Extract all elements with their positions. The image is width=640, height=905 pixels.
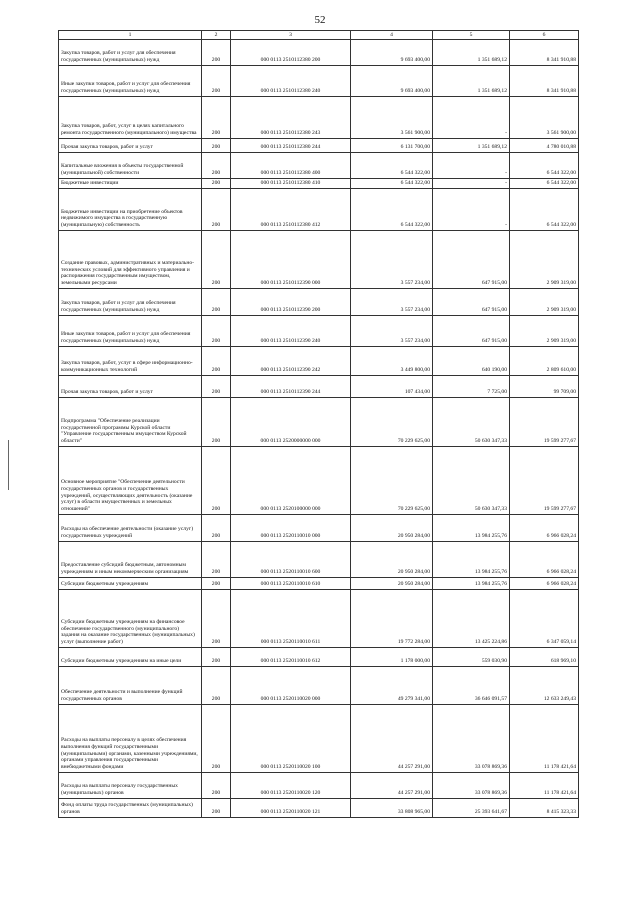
row-remaining-cell: 6 544 322,00	[510, 153, 579, 179]
row-executed-cell: 1 351 689,12	[433, 139, 510, 153]
row-code-cell: 200	[202, 799, 231, 818]
row-remaining-cell: 4 780 010,88	[510, 139, 579, 153]
row-kbk-cell: 000 0113 2520110020 000	[231, 667, 351, 705]
row-kbk-cell: 000 0113 2520100000 000	[231, 447, 351, 515]
row-executed-cell: -	[433, 153, 510, 179]
row-kbk-cell: 000 0113 2510112380 243	[231, 97, 351, 139]
row-name-cell: Закупка товаров, работ, услуг в целях капитального ремонта государственного (муниципального) имущества	[59, 97, 202, 139]
table-row	[59, 376, 579, 398]
row-kbk-cell: 000 0113 2520110020 120	[231, 773, 351, 799]
table-row	[59, 40, 579, 66]
margin-rule	[8, 440, 9, 490]
row-remaining-cell: 11 178 421,64	[510, 705, 579, 773]
row-name-cell: Расходы на выплаты персоналу государственных (муниципальных) органов	[59, 773, 202, 799]
row-name-cell: Бюджетные инвестиции	[59, 179, 202, 189]
table-row	[59, 179, 579, 189]
row-name-cell: Бюджетные инвестиции на приобретение объектов недвижимого имущества в государственную (муниципальную) собственность	[59, 189, 202, 231]
row-kbk-cell: 000 0113 2510112380 244	[231, 139, 351, 153]
column-header: 3	[231, 31, 351, 40]
row-approved-cell: 107 434,00	[351, 376, 433, 398]
row-kbk-cell: 000 0113 2510112380 400	[231, 153, 351, 179]
row-remaining-cell: 618 969,10	[510, 648, 579, 667]
row-code-cell: 200	[202, 398, 231, 447]
row-executed-cell: -	[433, 189, 510, 231]
row-executed-cell: 559 030,90	[433, 648, 510, 667]
row-kbk-cell: 000 0113 2520110010 610	[231, 578, 351, 590]
row-remaining-cell: 6 966 028,24	[510, 578, 579, 590]
row-remaining-cell: 6 544 322,00	[510, 189, 579, 231]
row-name-cell: Подпрограмма "Обеспечение реализации государственной программы Курской области "Управление государственным имуществом Курской области"	[59, 398, 202, 447]
row-name-cell: Закупка товаров, работ и услуг для обеспечения государственных (муниципальных) нужд	[59, 289, 202, 316]
row-remaining-cell: 2 909 319,00	[510, 231, 579, 289]
row-code-cell: 200	[202, 542, 231, 578]
row-approved-cell: 6 544 322,00	[351, 179, 433, 189]
row-kbk-cell: 000 0113 2520110020 100	[231, 705, 351, 773]
row-approved-cell: 20 950 284,00	[351, 515, 433, 542]
row-executed-cell: 1 351 689,12	[433, 40, 510, 66]
row-executed-cell: 647 915,00	[433, 289, 510, 316]
row-name-cell: Фонд оплаты труда государственных (муниципальных) органов	[59, 799, 202, 818]
table-row	[59, 578, 579, 590]
row-executed-cell: 36 646 091,57	[433, 667, 510, 705]
row-kbk-cell: 000 0113 2510112380 410	[231, 179, 351, 189]
row-approved-cell: 70 229 625,00	[351, 398, 433, 447]
row-executed-cell: 33 078 869,36	[433, 705, 510, 773]
row-executed-cell: 640 190,00	[433, 347, 510, 376]
row-kbk-cell: 000 0113 2510112390 240	[231, 316, 351, 347]
table-row	[59, 773, 579, 799]
column-header: 5	[433, 31, 510, 40]
row-approved-cell: 20 950 284,00	[351, 578, 433, 590]
table-row	[59, 97, 579, 139]
row-code-cell: 200	[202, 515, 231, 542]
row-code-cell: 200	[202, 578, 231, 590]
row-remaining-cell: 8 341 910,88	[510, 40, 579, 66]
row-kbk-cell: 000 0113 2520110010 612	[231, 648, 351, 667]
row-kbk-cell: 000 0113 2510112390 000	[231, 231, 351, 289]
row-executed-cell: 25 393 641,67	[433, 799, 510, 818]
row-kbk-cell: 000 0113 2520110010 611	[231, 590, 351, 648]
row-executed-cell: 13 984 255,76	[433, 578, 510, 590]
row-remaining-cell: 8 341 910,88	[510, 66, 579, 97]
row-approved-cell: 9 693 400,00	[351, 40, 433, 66]
row-name-cell: Субсидии бюджетным учреждениям на финансовое обеспечение государственного (муниципального) задания на оказание государственных (муниципальных) услуг (выполнение работ)	[59, 590, 202, 648]
table-row	[59, 667, 579, 705]
row-remaining-cell: 3 561 900,00	[510, 97, 579, 139]
row-name-cell: Обеспечение деятельности и выполнение функций государственных органов	[59, 667, 202, 705]
row-kbk-cell: 000 0113 2510112390 242	[231, 347, 351, 376]
row-remaining-cell: 6 544 322,00	[510, 179, 579, 189]
row-executed-cell: 647 915,00	[433, 316, 510, 347]
row-code-cell: 200	[202, 316, 231, 347]
row-executed-cell: 647 915,00	[433, 231, 510, 289]
row-approved-cell: 20 950 284,00	[351, 542, 433, 578]
row-code-cell: 200	[202, 153, 231, 179]
row-kbk-cell: 000 0113 2510112380 412	[231, 189, 351, 231]
row-remaining-cell: 19 599 277,67	[510, 398, 579, 447]
row-code-cell: 200	[202, 97, 231, 139]
row-executed-cell: 7 725,00	[433, 376, 510, 398]
row-name-cell: Создание правовых, административных и материально-технических условий для эффективного управления и распоряжения государственным имуществом, земельными ресурсами	[59, 231, 202, 289]
row-name-cell: Закупка товаров, работ и услуг для обеспечения государственных (муниципальных) нужд	[59, 40, 202, 66]
row-remaining-cell: 11 178 421,64	[510, 773, 579, 799]
table-row	[59, 139, 579, 153]
row-approved-cell: 1 178 000,00	[351, 648, 433, 667]
row-approved-cell: 3 561 900,00	[351, 97, 433, 139]
row-code-cell: 200	[202, 179, 231, 189]
row-approved-cell: 3 557 234,00	[351, 289, 433, 316]
column-header: 6	[510, 31, 579, 40]
row-executed-cell: 1 351 689,12	[433, 66, 510, 97]
row-kbk-cell: 000 0113 2510112380 240	[231, 66, 351, 97]
row-remaining-cell: 19 599 277,67	[510, 447, 579, 515]
row-code-cell: 200	[202, 667, 231, 705]
table-row	[59, 799, 579, 818]
row-code-cell: 200	[202, 40, 231, 66]
row-remaining-cell: 2 909 319,00	[510, 289, 579, 316]
row-name-cell: Иные закупки товаров, работ и услуг для обеспечения государственных (муниципальных) нужд	[59, 66, 202, 97]
row-name-cell: Капитальные вложения в объекты государственной (муниципальной) собственности	[59, 153, 202, 179]
row-executed-cell: 50 630 347,33	[433, 447, 510, 515]
table-row	[59, 289, 579, 316]
column-header: 1	[59, 31, 202, 40]
row-approved-cell: 6 131 700,00	[351, 139, 433, 153]
row-code-cell: 200	[202, 648, 231, 667]
row-name-cell: Прочая закупка товаров, работ и услуг	[59, 376, 202, 398]
table-row	[59, 515, 579, 542]
row-approved-cell: 33 808 965,00	[351, 799, 433, 818]
table-row	[59, 231, 579, 289]
row-code-cell: 200	[202, 231, 231, 289]
row-approved-cell: 19 772 284,00	[351, 590, 433, 648]
budget-table	[58, 30, 579, 818]
row-name-cell: Основное мероприятие "Обеспечение деятельности государственных органов и государственных учреждений, осуществляющих деятельность (оказание услуг) в области имущественных и земельных отношений"	[59, 447, 202, 515]
row-kbk-cell: 000 0113 2520110020 121	[231, 799, 351, 818]
table-row	[59, 347, 579, 376]
header-row	[59, 31, 579, 40]
row-remaining-cell: 6 966 028,24	[510, 515, 579, 542]
row-kbk-cell: 000 0113 2510112390 200	[231, 289, 351, 316]
page-number: 52	[314, 14, 326, 26]
table-row	[59, 590, 579, 648]
row-executed-cell: 13 984 255,76	[433, 515, 510, 542]
row-remaining-cell: 8 415 323,33	[510, 799, 579, 818]
table-row	[59, 398, 579, 447]
column-header: 2	[202, 31, 231, 40]
row-approved-cell: 6 544 322,00	[351, 189, 433, 231]
row-kbk-cell: 000 0113 2510112380 200	[231, 40, 351, 66]
row-remaining-cell: 6 347 059,14	[510, 590, 579, 648]
row-kbk-cell: 000 0113 2520110010 600	[231, 542, 351, 578]
row-name-cell: Прочая закупка товаров, работ и услуг	[59, 139, 202, 153]
table-row	[59, 447, 579, 515]
row-executed-cell: 13 425 224,86	[433, 590, 510, 648]
row-executed-cell: -	[433, 179, 510, 189]
row-kbk-cell: 000 0113 2510112390 244	[231, 376, 351, 398]
row-code-cell: 200	[202, 189, 231, 231]
table-row	[59, 189, 579, 231]
row-code-cell: 200	[202, 447, 231, 515]
row-remaining-cell: 99 709,00	[510, 376, 579, 398]
row-approved-cell: 49 279 341,00	[351, 667, 433, 705]
row-name-cell: Закупка товаров, работ, услуг в сфере информационно-коммуникационных технологий	[59, 347, 202, 376]
table-row	[59, 153, 579, 179]
row-approved-cell: 44 257 291,00	[351, 705, 433, 773]
table-row	[59, 66, 579, 97]
column-header: 4	[351, 31, 433, 40]
row-executed-cell: -	[433, 97, 510, 139]
row-code-cell: 200	[202, 376, 231, 398]
row-approved-cell: 6 544 322,00	[351, 153, 433, 179]
row-approved-cell: 44 257 291,00	[351, 773, 433, 799]
row-name-cell: Субсидии бюджетным учреждениям	[59, 578, 202, 590]
row-code-cell: 200	[202, 590, 231, 648]
row-name-cell: Субсидии бюджетным учреждениям на иные цели	[59, 648, 202, 667]
row-code-cell: 200	[202, 705, 231, 773]
row-executed-cell: 33 078 869,36	[433, 773, 510, 799]
row-code-cell: 200	[202, 139, 231, 153]
row-executed-cell: 13 984 255,76	[433, 542, 510, 578]
row-code-cell: 200	[202, 66, 231, 97]
row-approved-cell: 3 557 234,00	[351, 231, 433, 289]
row-name-cell: Иные закупки товаров, работ и услуг для обеспечения государственных (муниципальных) нужд	[59, 316, 202, 347]
row-code-cell: 200	[202, 347, 231, 376]
row-remaining-cell: 12 633 249,43	[510, 667, 579, 705]
row-approved-cell: 3 557 234,00	[351, 316, 433, 347]
row-executed-cell: 50 630 347,33	[433, 398, 510, 447]
row-approved-cell: 70 229 625,00	[351, 447, 433, 515]
row-remaining-cell: 2 809 610,00	[510, 347, 579, 376]
row-code-cell: 200	[202, 289, 231, 316]
row-remaining-cell: 6 966 028,24	[510, 542, 579, 578]
row-remaining-cell: 2 909 319,00	[510, 316, 579, 347]
row-code-cell: 200	[202, 773, 231, 799]
row-approved-cell: 3 449 800,00	[351, 347, 433, 376]
row-approved-cell: 9 693 400,00	[351, 66, 433, 97]
row-name-cell: Расходы на выплаты персоналу в целях обеспечения выполнения функций государственными (муниципальными) органами, казенными учреждениями, органами управления государственными внебюджетными фондами	[59, 705, 202, 773]
row-name-cell: Расходы на обеспечение деятельности (оказание услуг) государственных учреждений	[59, 515, 202, 542]
row-kbk-cell: 000 0113 2520110010 000	[231, 515, 351, 542]
table-row	[59, 542, 579, 578]
table-row	[59, 316, 579, 347]
row-kbk-cell: 000 0113 2520000000 000	[231, 398, 351, 447]
table-row	[59, 648, 579, 667]
table-row	[59, 705, 579, 773]
row-name-cell: Предоставление субсидий бюджетным, автономным учреждениям и иным некоммерческим организациям	[59, 542, 202, 578]
